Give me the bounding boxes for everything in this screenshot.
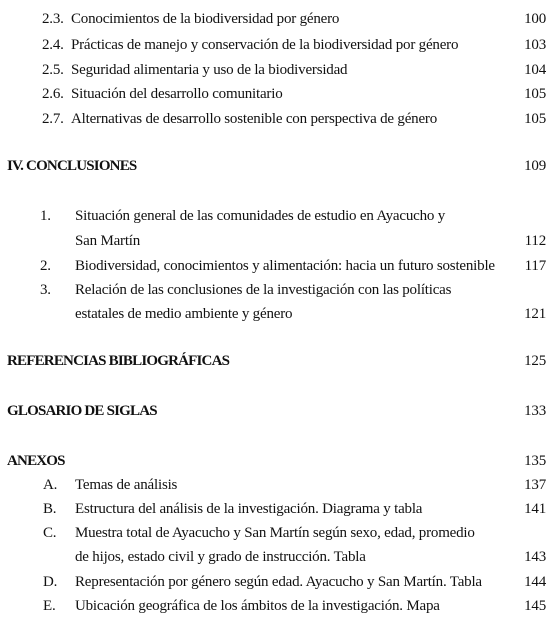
annex-page: 137: [524, 477, 546, 493]
entry-title: Relación de las conclusiones de la investigación con las políticas: [75, 282, 452, 298]
entry-title: Conocimientos de la biodiversidad por género: [71, 11, 340, 27]
entry-page: 112: [524, 233, 546, 249]
section-page: 135: [524, 453, 546, 469]
entry-page: 105: [524, 86, 546, 102]
section-page: 109: [524, 158, 546, 174]
entry-page: 104: [524, 62, 546, 78]
entry-number: 2.4.: [42, 37, 64, 53]
annex-letter: C.: [43, 525, 57, 541]
annex-page: 145: [524, 598, 546, 614]
annex-letter: A.: [43, 477, 58, 493]
entry-number: 2.3.: [42, 11, 64, 27]
annex-page: 141: [524, 501, 546, 517]
entry-title: Prácticas de manejo y conservación de la biodiversidad por género: [71, 37, 459, 53]
annex-title: Ubicación geográfica de los ámbitos de la investigación. Mapa: [75, 598, 440, 614]
entry-title: Alternativas de desarrollo sostenible con perspectiva de género: [71, 111, 438, 127]
entry-page: 103: [524, 37, 546, 53]
annex-page: 144: [524, 574, 546, 590]
annex-title: Muestra total de Ayacucho y San Martín según sexo, edad, promedio: [75, 525, 475, 541]
entry-title-continued: estatales de medio ambiente y género: [75, 306, 293, 322]
annex-title: Representación por género según edad. Ayacucho y San Martín. Tabla: [75, 574, 482, 590]
entry-number: 2.7.: [42, 111, 64, 127]
annex-title: Temas de análisis: [75, 477, 178, 493]
annex-letter: D.: [43, 574, 58, 590]
section-page: 133: [524, 403, 546, 419]
annex-letter: B.: [43, 501, 57, 517]
entry-title: Situación del desarrollo comunitario: [71, 86, 283, 102]
annex-page: 143: [524, 549, 546, 565]
annex-title: Estructura del análisis de la investigación. Diagrama y tabla: [75, 501, 423, 517]
entry-number: 2.6.: [42, 86, 64, 102]
section-title: REFERENCIAS BIBLIOGRÁFICAS: [7, 353, 230, 369]
section-title: IV. CONCLUSIONES: [7, 158, 137, 174]
entry-title: Seguridad alimentaria y uso de la biodiversidad: [71, 62, 348, 78]
entry-title: Biodiversidad, conocimientos y alimentación: hacia un futuro sostenible: [75, 258, 495, 274]
entry-page: 121: [524, 306, 546, 322]
entry-number: 2.: [40, 258, 51, 274]
annex-letter: E.: [43, 598, 56, 614]
section-page: 125: [524, 353, 546, 369]
entry-number: 2.5.: [42, 62, 64, 78]
section-title: ANEXOS: [7, 453, 65, 469]
entry-page: 117: [524, 258, 546, 274]
entry-title-continued: San Martín: [75, 233, 141, 249]
entry-page: 105: [524, 111, 546, 127]
annex-title-continued: de hijos, estado civil y grado de instrucción. Tabla: [75, 549, 366, 565]
entry-number: 1.: [40, 208, 51, 224]
entry-page: 100: [524, 11, 546, 27]
entry-title: Situación general de las comunidades de estudio en Ayacucho y: [75, 208, 446, 224]
entry-number: 3.: [40, 282, 51, 298]
section-title: GLOSARIO DE SIGLAS: [7, 403, 157, 419]
